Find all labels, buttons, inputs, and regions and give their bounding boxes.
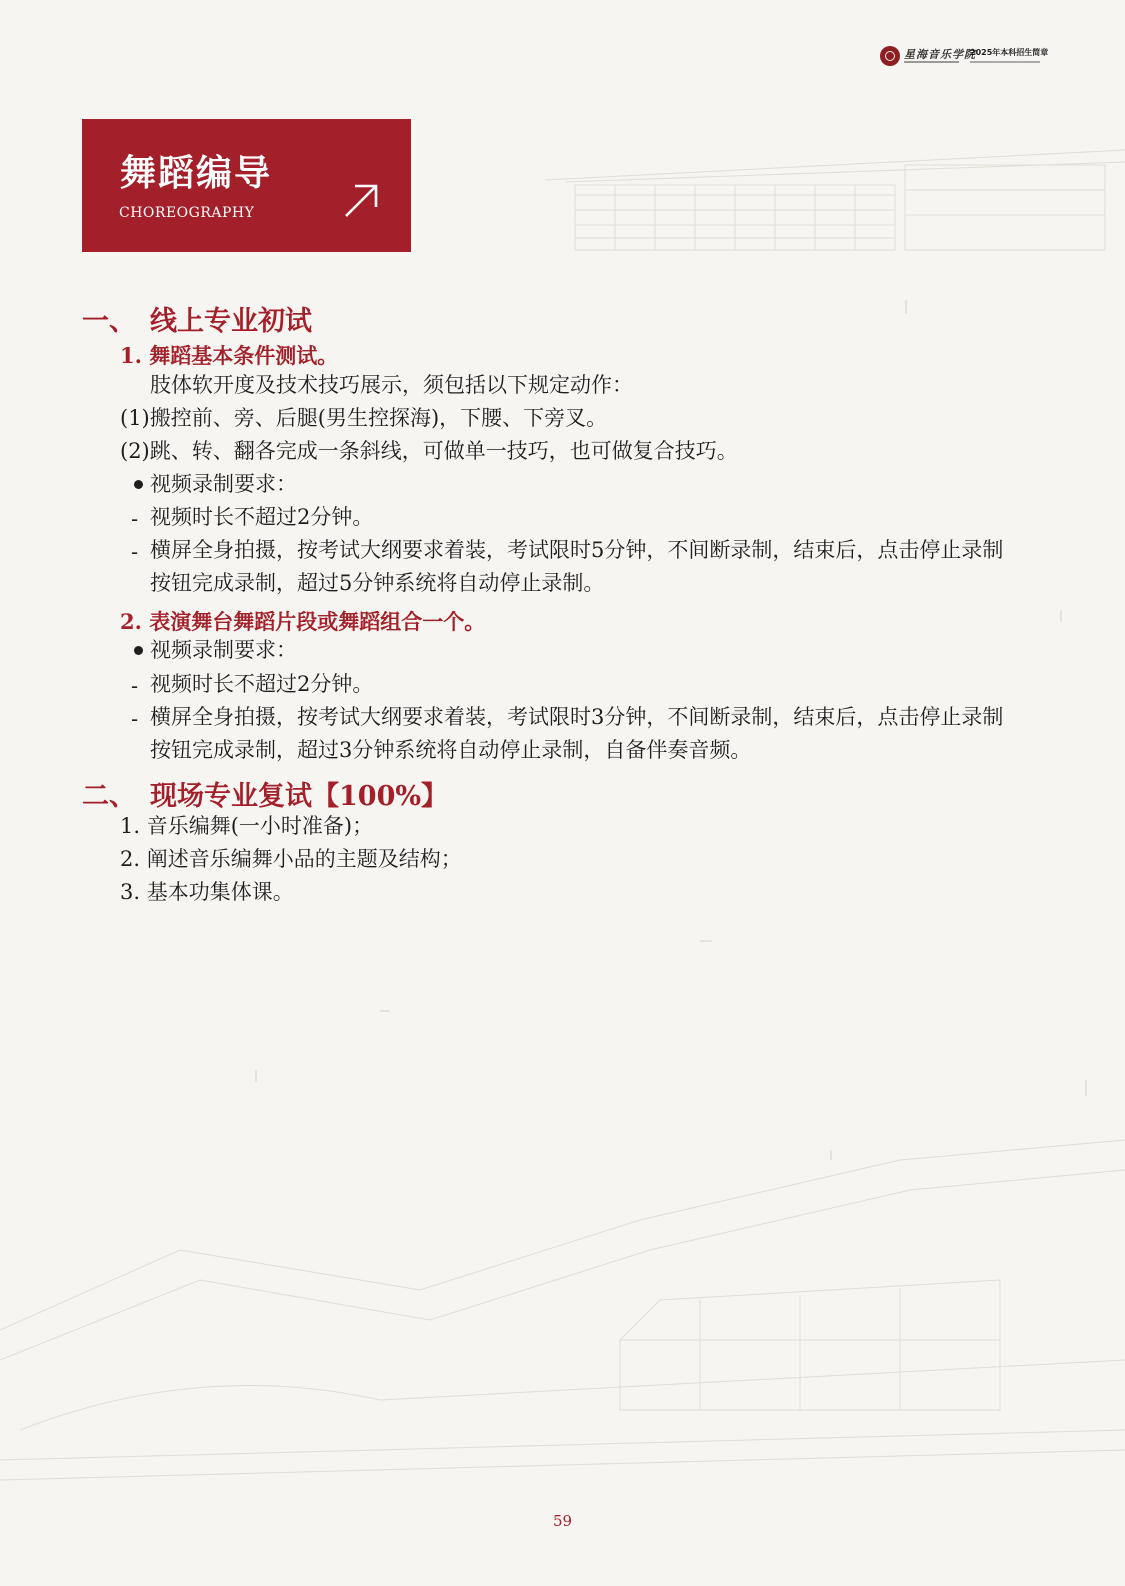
section1-title: 线上专业初试	[150, 306, 312, 337]
item2-video-heading: 视频录制要求：	[150, 638, 297, 662]
building-sketch-top	[545, 110, 1125, 260]
section1-number: 一、	[82, 306, 136, 337]
title-en: CHOREOGRAPHY	[119, 205, 255, 221]
item2-title: 2. 表演舞台舞蹈片段或舞蹈组合一个。	[120, 609, 486, 634]
page-number: 59	[552, 1512, 573, 1530]
item1-video-req-2-line2: 按钮完成录制，超过5分钟系统将自动停止录制。	[150, 571, 605, 595]
item2-video-req-1: 视频时长不超过2分钟。	[150, 672, 374, 696]
paper-texture	[255, 1070, 257, 1082]
item2-video-req-2-line2: 按钮完成录制，超过3分钟系统将自动停止录制，自备伴奏音频。	[150, 738, 752, 762]
booklet-title: 2025年本科招生简章	[970, 48, 1049, 57]
item1-video-req-2-line1: 横屏全身拍摄，按考试大纲要求着装，考试限时5分钟，不间断录制，结束后，点击停止录制	[150, 538, 1004, 562]
dash-marker: -	[131, 674, 139, 698]
brand-name: 星海音乐学院	[904, 48, 976, 61]
paper-texture	[905, 300, 907, 314]
section2-item: 3. 基本功集体课。	[120, 880, 294, 904]
paper-texture	[1085, 1080, 1087, 1096]
dash-marker: -	[131, 707, 139, 731]
item1-title: 1. 舞蹈基本条件测试。	[120, 343, 339, 368]
section2-item: 1. 音乐编舞(一小时准备)；	[120, 814, 374, 838]
header-brand	[880, 44, 1080, 70]
section2-heading	[82, 774, 448, 813]
paper-texture	[700, 940, 712, 942]
bullet-dot-icon	[134, 480, 143, 489]
section1-heading	[82, 299, 312, 338]
brand-name-subline	[904, 61, 959, 63]
title-zh: 舞蹈编导	[120, 152, 273, 194]
arrow-up-right-icon	[343, 183, 379, 219]
section2-number: 二、	[82, 781, 136, 812]
item1-requirement-2: (2)跳、转、翻各完成一条斜线，可做单一技巧，也可做复合技巧。	[120, 439, 738, 463]
item1-requirement-1: (1)搬控前、旁、后腿(男生控探海)，下腰、下旁叉。	[120, 406, 608, 430]
paper-texture	[1060, 610, 1062, 622]
campus-sketch-bottom	[0, 1100, 1125, 1500]
item1-video-req-1: 视频时长不超过2分钟。	[150, 505, 374, 529]
item2-video-req-2-line1: 横屏全身拍摄，按考试大纲要求着装，考试限时3分钟，不间断录制，结束后，点击停止录制	[150, 705, 1004, 729]
booklet-subline	[970, 61, 1040, 63]
school-seal-icon	[880, 46, 900, 66]
section2-title: 现场专业复试【100%】	[150, 781, 449, 812]
dash-marker: -	[131, 540, 139, 564]
item1-video-heading: 视频录制要求：	[150, 472, 297, 496]
section-title-block	[82, 119, 411, 252]
item1-intro: 肢体软开度及技术技巧展示，须包括以下规定动作：	[150, 373, 633, 397]
bullet-dot-icon	[134, 646, 143, 655]
dash-marker: -	[131, 507, 139, 531]
section2-item: 2. 阐述音乐编舞小品的主题及结构；	[120, 847, 462, 871]
paper-texture	[380, 1010, 390, 1012]
